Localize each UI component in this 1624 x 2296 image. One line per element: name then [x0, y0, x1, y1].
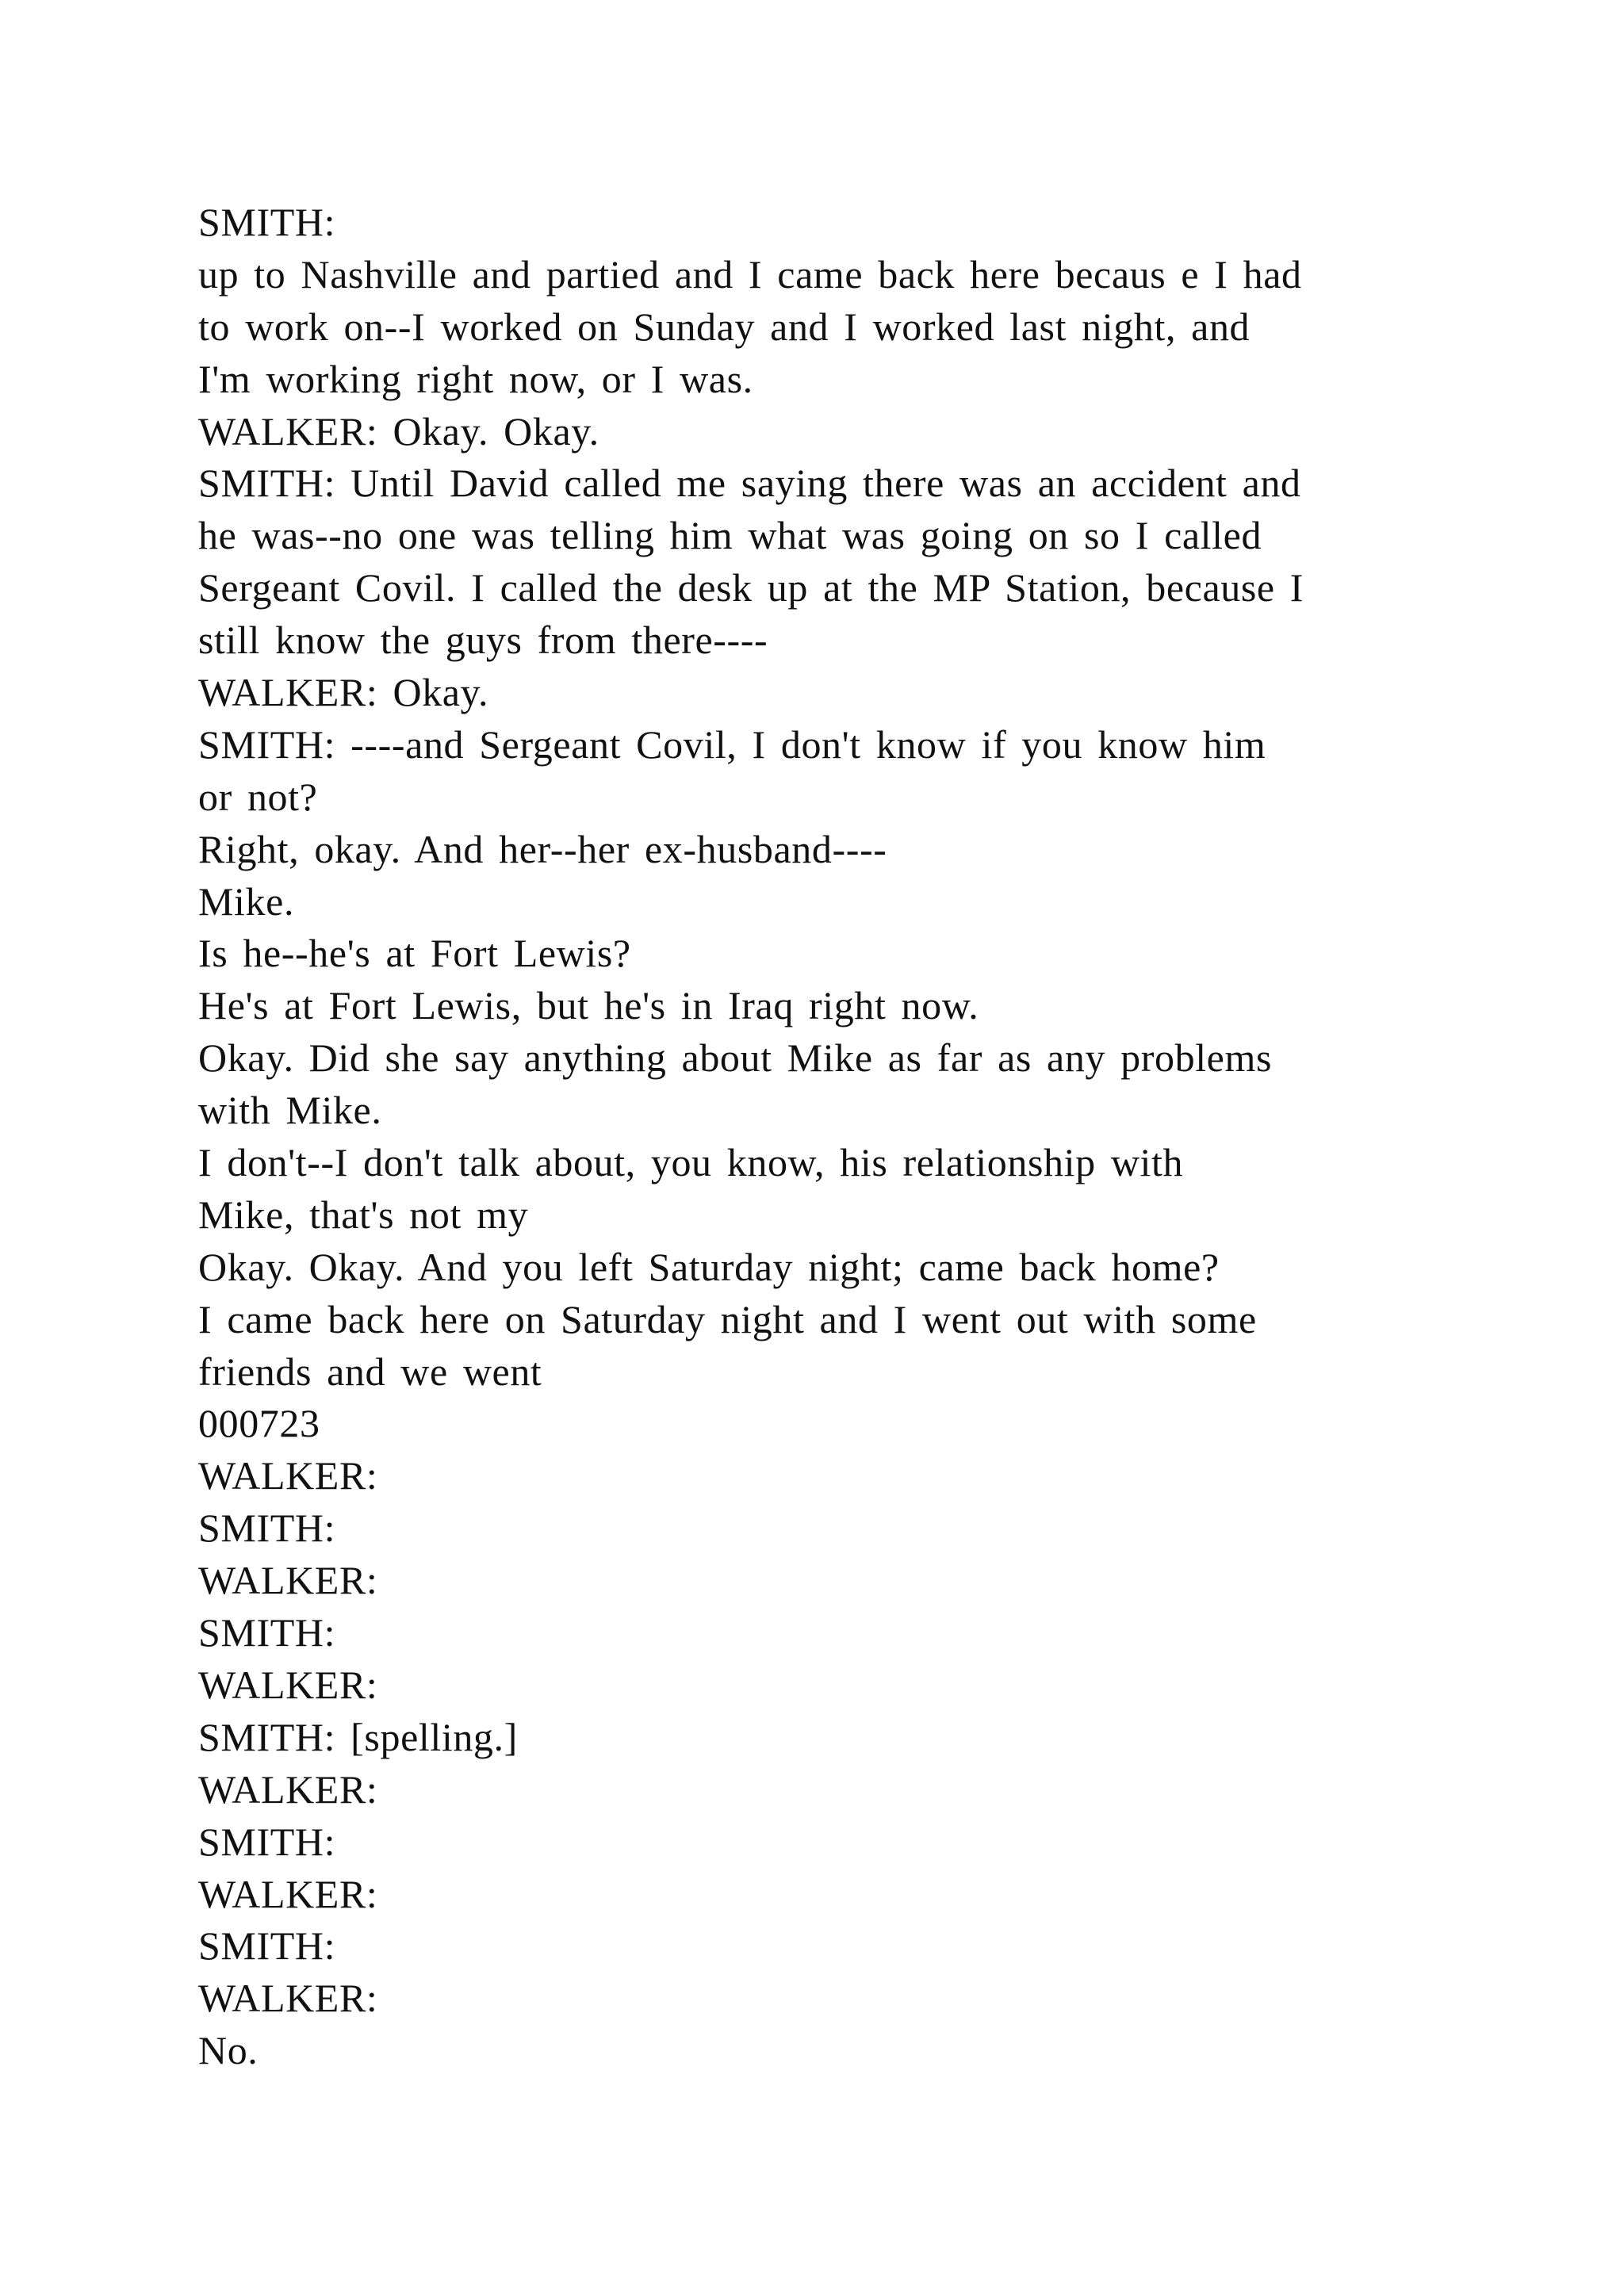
transcript-line: SMITH: [spelling.]: [198, 1714, 518, 1759]
speaker-label: WALKER:: [198, 1558, 378, 1603]
speaker-label: WALKER:: [198, 1766, 378, 1812]
transcript-line: Okay. Did she say anything about Mike as far as any problems: [198, 1035, 1273, 1081]
transcript-line: Right, okay. And her--her ex-husband----: [198, 826, 887, 871]
transcript-line: to work on--I worked on Sunday and I worked last night, and: [198, 304, 1251, 349]
speaker-label: WALKER:: [198, 1976, 378, 2021]
speaker-label: SMITH:: [198, 1610, 336, 1655]
transcript-line: or not?: [198, 774, 318, 819]
transcript-line: friends and we went: [198, 1349, 542, 1394]
speaker-label: SMITH:: [198, 1923, 336, 1969]
transcript-line: SMITH:: [198, 200, 336, 244]
transcript-text: [198, 197, 1499, 2077]
transcript-line: Mike.: [198, 878, 295, 924]
transcript-line: Mike, that's not my: [198, 1192, 529, 1237]
transcript-line: SMITH: ----and Sergeant Covil, I don't know if you know him: [198, 721, 1266, 767]
transcript-line: He's at Fort Lewis, but he's in Iraq right now.: [198, 983, 979, 1028]
transcript-line: SMITH: Until David called me saying there was an accident and: [198, 461, 1301, 506]
speaker-label: WALKER:: [198, 1662, 378, 1707]
speaker-label: SMITH:: [198, 1819, 336, 1864]
speaker-label: SMITH:: [198, 1506, 336, 1551]
transcript-line: I don't--I don't talk about, you know, his relationship with: [198, 1140, 1184, 1185]
transcript-line: still know the guys from there----: [198, 618, 768, 663]
page-number: 000723: [198, 1401, 320, 1446]
speaker-label: WALKER:: [198, 1453, 378, 1498]
transcript-line: I came back here on Saturday night and I went out with some: [198, 1296, 1257, 1341]
transcript-line: Is he--he's at Fort Lewis?: [198, 931, 631, 976]
transcript-line: No.: [198, 2028, 259, 2073]
transcript-line: with Mike.: [198, 1088, 382, 1133]
transcript-line: he was--no one was telling him what was going on so I called: [198, 513, 1262, 558]
transcript-line: WALKER: Okay. Okay.: [198, 408, 599, 453]
transcript-line: WALKER: Okay.: [198, 670, 489, 715]
transcript-line: Sergeant Covil. I called the desk up at the MP Station, because I: [198, 565, 1304, 610]
speaker-label: WALKER:: [198, 1871, 378, 1916]
transcript-line: Okay. Okay. And you left Saturday night; came back home?: [198, 1244, 1220, 1289]
transcript-line: I'm working right now, or I was.: [198, 356, 753, 401]
transcript-line: up to Nashville and partied and I came back here becaus e I had: [198, 251, 1302, 297]
